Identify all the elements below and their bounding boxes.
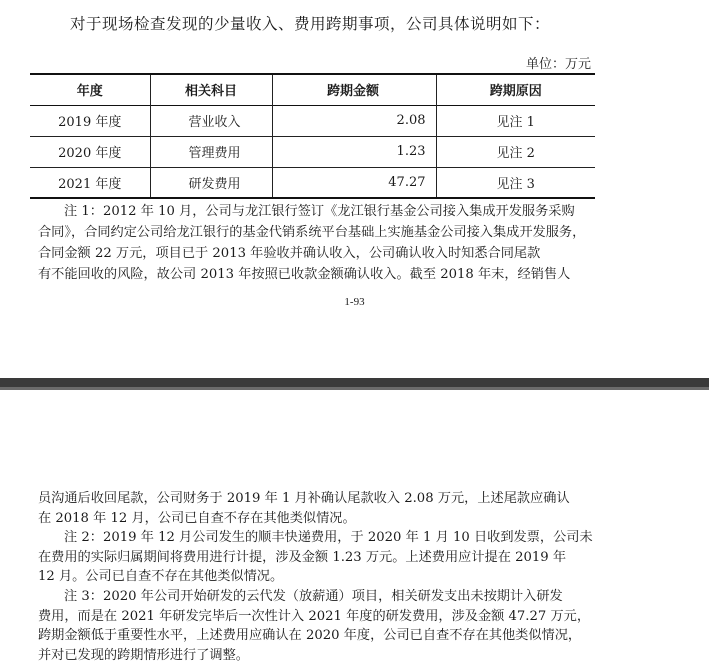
cell-reason: 见注 3 — [496, 176, 535, 192]
cell-amount: 2.08 — [272, 105, 436, 136]
cell-year: 2020 年度 — [30, 136, 150, 167]
header-amount: 跨期金额 — [272, 74, 436, 105]
cell-year: 2021 年度 — [30, 167, 150, 198]
cell-subject: 管理费用 — [150, 136, 272, 167]
cell-reason: 见注 2 — [496, 146, 535, 161]
unit-label: 单位：万元 — [525, 57, 591, 72]
table-header-row — [30, 74, 595, 105]
cell-subject: 研发费用 — [150, 167, 272, 198]
note-line: 费用，而是在 2021 年研发完毕后一次性计入 2021 年度的研发费用，涉及金额 47.27 万元， — [38, 608, 591, 624]
note-line: 12 月。公司已自查不存在其他类似情况。 — [38, 569, 284, 585]
cell-amount: 47.27 — [272, 167, 436, 198]
note-line: 注 3：2020 年公司开始研发的云代发（放薪通）项目，相关研发支出未按期计入研发 — [64, 588, 563, 604]
document-page-bottom — [0, 390, 709, 663]
page-separator — [0, 378, 709, 390]
note-line: 跨期金额低于重要性水平，上述费用应确认在 2020 年度，公司已自查不存在其他类似情况， — [38, 628, 582, 644]
notes-continued — [38, 489, 596, 665]
header-subject: 相关科目 — [150, 74, 272, 105]
note-1-line: 有不能回收的风险，故公司 2013 年按照已收款金额确认收入。截至 2018 年末，经销售人 — [38, 267, 571, 282]
note-1-line: 合同金额 22 万元，项目已于 2013 年验收并确认收入，公司确认收入时知悉合同尾款 — [38, 246, 541, 261]
cell-amount: 1.23 — [272, 136, 436, 167]
cell-year: 2019 年度 — [30, 105, 150, 136]
note-line: 员沟通后收回尾款，公司财务于 2019 年 1 月补确认尾款收入 2.08 万元，上述尾款应确认 — [38, 491, 570, 506]
note-1-line: 合同》，合同约定公司给龙江银行的基金代销系统平台基础上实施基金公司接入集成开发服务， — [38, 225, 586, 240]
note-line: 注 2：2019 年 12 月公司发生的顺丰快递费用，于 2020 年 1 月 10 日收到发票，公司未 — [64, 530, 593, 546]
header-reason: 跨期原因 — [489, 84, 542, 100]
note-line: 在费用的实际归属期间将费用进行计提，涉及金额 1.23 万元。上述费用应计提在 2019 年 — [38, 549, 567, 565]
table-row — [30, 105, 595, 136]
table-row — [30, 167, 595, 198]
note-line: 在 2018 年 12 月，公司已自查不存在其他类似情况。 — [38, 510, 356, 526]
intro-text: 对于现场检查发现的少量收入、费用跨期事项，公司具体说明如下： — [70, 15, 551, 33]
table-row — [30, 136, 595, 167]
header-year: 年度 — [30, 74, 150, 105]
cell-reason: 见注 1 — [496, 115, 535, 130]
note-line: 并对已发现的跨期情形进行了调整。 — [38, 647, 249, 663]
note-1-line: 注 1：2012 年 10 月，公司与龙江银行签订《龙江银行基金公司接入集成开发服务采购 — [64, 204, 575, 219]
cross-period-table — [30, 73, 595, 199]
note-1-paragraph — [38, 201, 596, 285]
cell-subject: 营业收入 — [150, 105, 272, 136]
page-number: 1-93 — [344, 296, 365, 308]
